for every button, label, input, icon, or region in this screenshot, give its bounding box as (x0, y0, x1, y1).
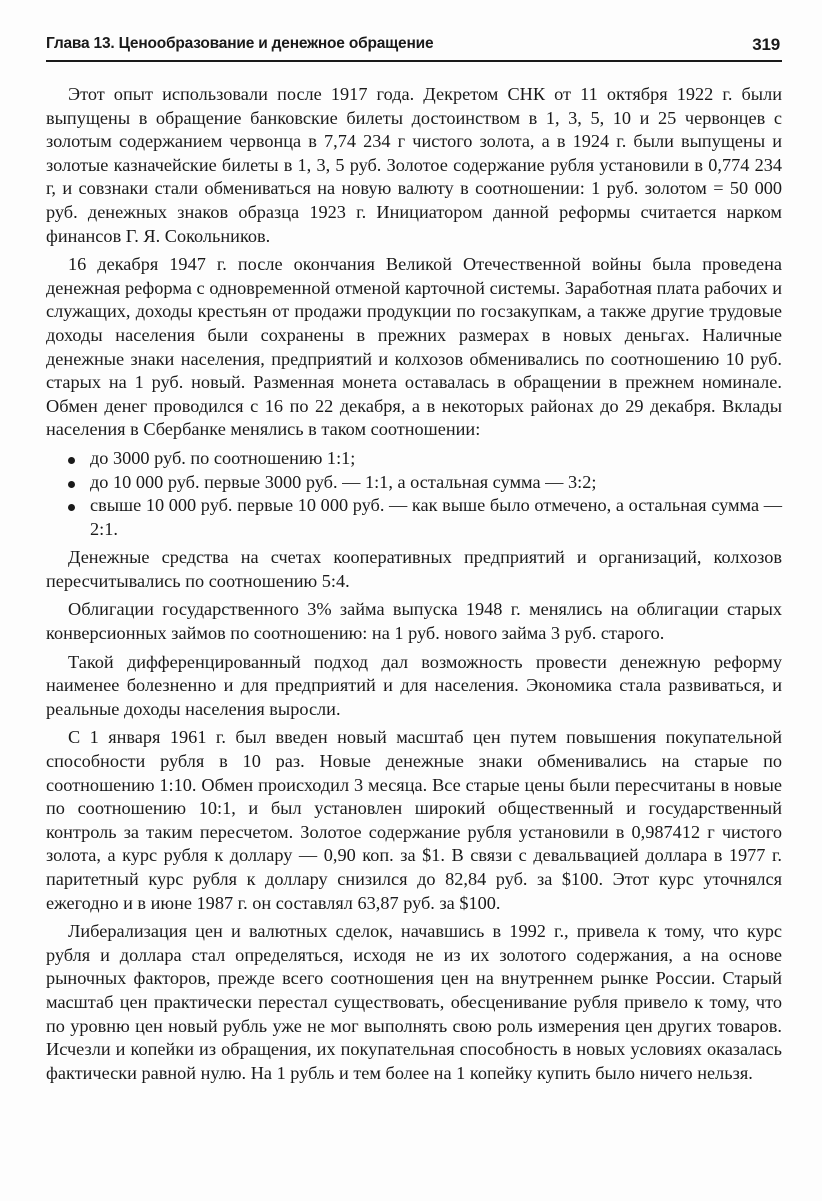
paragraph-1992-liberalization: Либерализация цен и валютных сделок, начавшись в 1992 г., привела к тому, что курс рубля и доллара стал определяться, исходя не из их золотого содержания, а на основе рыночных факторов, прежде всего соотношения цен на внутреннем рынке России. Старый масштаб цен практически перестал существовать, обесценивание рубля привело к тому, что по уровню цен новый рубль уже не мог выполнять свою роль измерения цен других товаров. Исчезли и копейки из обращения, их покупательная способность в новых условиях оказалась фактически равной нулю. На 1 рубль и тем более на 1 копейку купить было ничего нельзя. (46, 921, 782, 1083)
bullet-icon (68, 481, 75, 488)
deposit-exchange-list (46, 447, 782, 541)
list-item-text: до 3000 руб. по соотношению 1:1; (90, 447, 356, 468)
list-item (46, 471, 782, 495)
page-number: 319 (752, 35, 780, 54)
paragraph-1947-reform: 16 декабря 1947 г. после окончания Великой Отечественной войны была проведена денежная реформа с одновременной отменой карточной системы. Заработная плата рабочих и служащих, доходы крестьян от продажи продукции по госзакупкам, а также другие трудовые доходы населения были сохранены в прежних размерах в новых деньгах. Наличные денежные знаки населения, предприятий и колхозов обменивались по соотношению 10 руб. старых на 1 руб. новый. Разменная монета оставалась в обращении в прежнем номинале. Обмен денег проводился с 16 по 22 декабря, а в некоторых районах до 29 декабря. Вклады населения в Сбербанке менялись в таком соотношении: (46, 254, 782, 440)
paragraph-cooperative-accounts: Денежные средства на счетах кооперативных предприятий и организаций, колхозов пересчитывались по соотношению 5:4. (46, 547, 782, 591)
chapter-title: Глава 13. Ценообразование и денежное обращение (46, 35, 434, 52)
main-text (46, 83, 782, 1090)
header-rule (46, 60, 782, 62)
paragraph-1961-reform: С 1 января 1961 г. был введен новый масштаб цен путем повышения покупательной способности рубля в 10 раз. Новые денежные знаки обменивались на старые по соотношению 1:10. Обмен происходил 3 месяца. Все старые цены были пересчитаны в новые по соотношению 10:1, и был установлен широкий общественный и государственный контроль за таким пересчетом. Золотое содержание рубля установили в 0,987412 г чистого золота, а курс рубля к доллару — 0,90 коп. за $1. В связи с девальвацией доллара в 1977 г. паритетный курс рубля к доллару снизился до 82,84 руб. за $100. Этот курс уточнялся ежегодно и в июне 1987 г. он составлял 63,87 руб. за $100. (46, 727, 782, 913)
bullet-icon (68, 457, 75, 464)
bullet-icon (68, 504, 75, 511)
paragraph-1922-reform: Этот опыт использовали после 1917 года. Декретом СНК от 11 октября 1922 г. были выпущены в обращение банковские билеты достоинством в 1, 3, 5, 10 и 25 червонцев с золотым содержанием червонца в 7,74 234 г чистого золота, а в 1924 г. были выпущены и золотые казначейские билеты в 1, 3, 5 руб. Золотое содержание рубля установили в 0,774 234 г, и совзнаки стали обмениваться на новую валюту в соотношении: 1 руб. золотом = 50 000 руб. денежных знаков образца 1923 г. Инициатором данной реформы считается нарком финансов Г. Я. Сокольников. (46, 84, 782, 246)
paragraph-differentiated-approach: Такой дифференцированный подход дал возможность провести денежную реформу наименее болезненно и для предприятий и для населения. Экономика стала развиваться, и реальные доходы населения выросли. (46, 651, 782, 719)
paragraph-bonds: Облигации государственного 3% займа выпуска 1948 г. менялись на облигации старых конверсионных займов по соотношению: на 1 руб. нового займа 3 руб. старого. (46, 599, 782, 644)
list-item-text: до 10 000 руб. первые 3000 руб. — 1:1, а остальная сумма — 3:2; (90, 471, 597, 492)
list-item (46, 494, 782, 541)
running-head (46, 32, 780, 58)
list-item-text: свыше 10 000 руб. первые 10 000 руб. — как выше было отмечено, а остальная сумма — 2:1. (90, 495, 782, 539)
list-item (46, 447, 782, 471)
